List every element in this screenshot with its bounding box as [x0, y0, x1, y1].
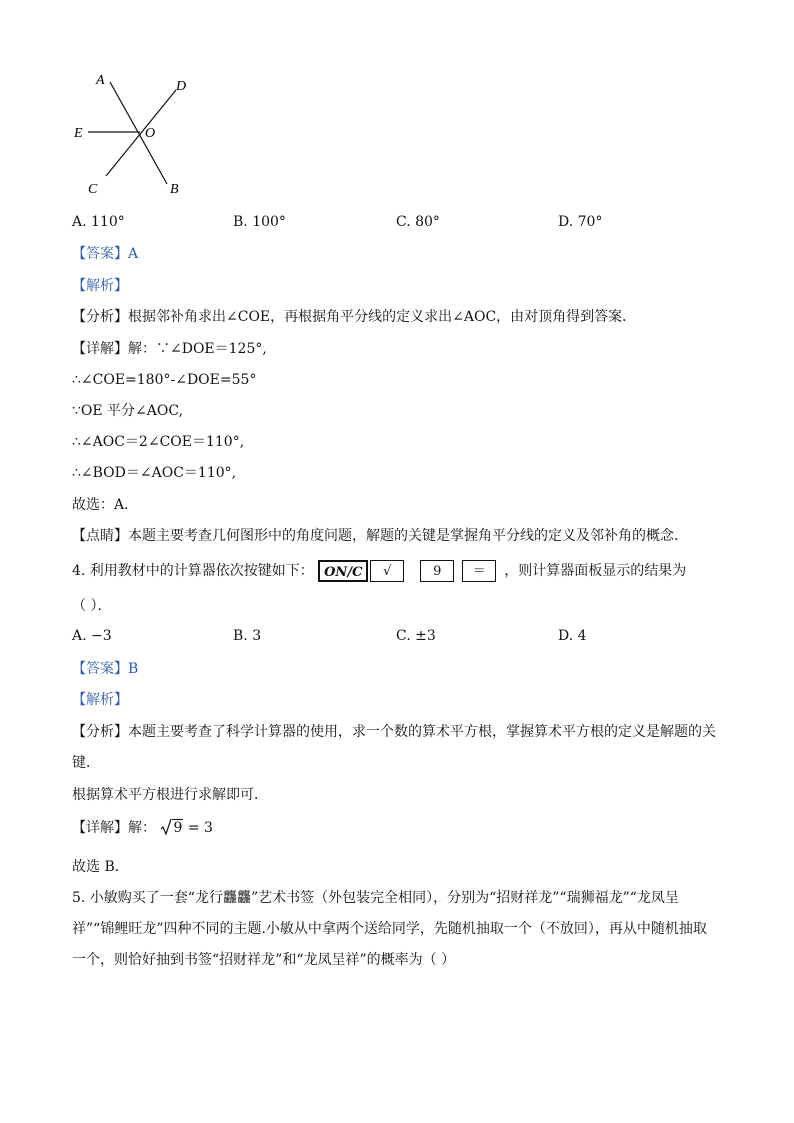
q3-guxuan: 故选：A．: [72, 497, 139, 513]
key-equals-button: ＝: [462, 560, 496, 582]
key-onc-button: ON/C: [318, 560, 368, 582]
key-sqrt-button: [370, 560, 404, 582]
q4-option-b: B. 3: [233, 628, 262, 644]
q3-option-b: B. 100°: [233, 214, 286, 230]
q3-step4: ∴∠BOD＝∠AOC＝110°,: [72, 465, 237, 481]
line-cd: [106, 90, 176, 176]
label-d: D: [176, 79, 187, 94]
q3-step1: ∴∠COE=180°-∠DOE=55°: [72, 372, 257, 388]
q4-jiexi: 【解析】: [72, 692, 128, 708]
q4-xiangjie-prefix: 【详解】解：: [72, 820, 156, 836]
label-e: E: [74, 126, 83, 141]
sqrt-icon: √: [383, 564, 392, 579]
q4-answer: 【答案】B: [72, 661, 139, 677]
q3-step2: ∵OE 平分∠AOC,: [72, 403, 184, 419]
q3-option-a: A. 110°: [72, 214, 125, 230]
q3-answer: 【答案】A: [72, 246, 139, 262]
q4-xiangjie-result: = 3: [183, 820, 213, 836]
q4-note: 根据算术平方根进行求解即可．: [72, 787, 268, 803]
q3-option-c: C. 80°: [396, 214, 440, 230]
q5-line2: 祥”“锦鲤旺龙”四种不同的主题.小敏从中拿两个送给同学，先随机抽取一个（不放回），再从中随机抽取: [72, 921, 707, 937]
q4-paren: （ ）．: [72, 598, 112, 614]
line-ab: [110, 82, 167, 184]
q4-stem: [72, 558, 686, 584]
q4-guxuan: 故选 B．: [72, 859, 129, 875]
q4-option-c: C. ±3: [396, 628, 436, 644]
q3-xiangjie: 【详解】解：∵∠DOE＝125°,: [72, 341, 267, 357]
q4-fenxi-line2: 键．: [72, 755, 100, 771]
q5-line1: 5. 小敏购买了一套“龙行龘龘”艺术书签（外包装完全相同），分别为“招财祥龙”“瑞狮福龙”“龙凤呈: [72, 890, 679, 906]
label-a: A: [96, 73, 105, 88]
q3-dianjing: 【点睛】本题主要考查几何图形中的角度问题，解题的关键是掌握角平分线的定义及邻补角的概念．: [72, 528, 688, 544]
q3-fenxi: 【分析】根据邻补角求出∠COE，再根据角平分线的定义求出∠AOC，由对顶角得到答案．: [72, 309, 637, 325]
label-b: B: [170, 182, 179, 197]
q3-option-d: D. 70°: [558, 214, 603, 230]
key-nine-button: 9: [420, 560, 454, 582]
angle-figure: [60, 62, 230, 202]
q4-xiangjie: [72, 818, 213, 838]
q3-jiexi: 【解析】: [72, 278, 128, 294]
q4-radicand: 9: [173, 820, 183, 836]
sqrt-sign-icon: [160, 818, 172, 836]
q4-fenxi-line1: 【分析】本题主要考查了科学计算器的使用，求一个数的算术平方根，掌握算术平方根的定义是解题的关: [72, 724, 716, 740]
label-c: C: [88, 182, 98, 197]
q4-option-a: A. −3: [72, 628, 112, 644]
label-o: O: [145, 126, 156, 141]
q5-line3: 一个，则恰好抽到书签“招财祥龙”和“龙凤呈祥”的概率为（ ）: [72, 952, 456, 968]
q4-stem-prefix: 4. 利用教材中的计算器依次按键如下：: [72, 563, 314, 579]
q4-option-d: D. 4: [558, 628, 587, 644]
q3-step3: ∴∠AOC＝2∠COE＝110°,: [72, 434, 245, 450]
q4-stem-suffix: ，则计算器面板显示的结果为: [504, 563, 687, 579]
